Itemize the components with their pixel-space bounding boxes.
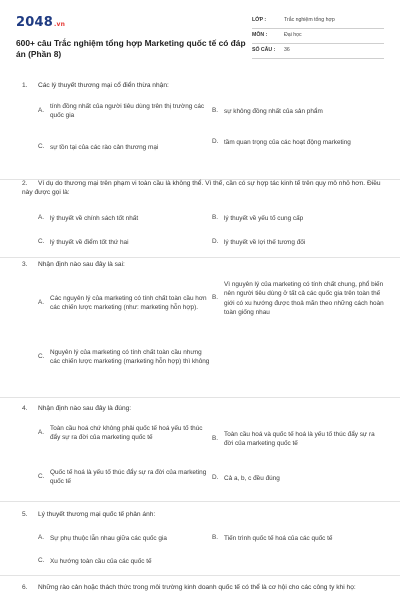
answer-option[interactable] [38,424,208,443]
question-stem [22,405,382,414]
option-letter: A. [38,214,45,222]
question-item [0,74,400,180]
question-number: 3. [22,261,28,268]
option-letter: B. [212,294,219,302]
option-text: lý thuyết về lợi thế tương đối [224,239,306,246]
page-header [0,0,400,62]
question-text: Các lý thuyết thương mại cổ điển thừa nhận: [38,82,169,89]
meta-value: 36 [284,47,290,54]
question-item [0,258,400,398]
answer-option[interactable] [38,143,208,152]
meta-value[interactable]: Trắc nghiệm tổng hợp [284,17,335,24]
question-text: Ví dụ do thương mại trên phạm vi toàn cầu là không thể. Vì thế, cần có sự hợp tác kinh tế trên quy mô nhỏ hơn. Điều này được gọi là: [22,180,381,196]
answer-option[interactable] [38,102,208,121]
question-item [0,502,400,576]
question-stem [22,584,382,593]
question-stem [22,511,382,520]
answer-option[interactable] [212,238,382,247]
answer-option[interactable] [212,214,382,223]
option-text: lý thuyết về chính sách tốt nhất [50,215,139,222]
meta-key: LỚP : [252,17,267,24]
question-text: Nhận định nào sau đây là sai: [38,261,125,268]
option-letter: C. [38,557,45,565]
question-stem [22,82,382,91]
option-text: lý thuyết về điểm tốt thứ hai [50,239,129,246]
question-number: 2. [22,180,28,187]
option-letter: D. [212,138,219,146]
option-letter: C. [38,352,45,360]
question-number: 1. [22,82,28,89]
answer-option[interactable] [38,557,208,566]
question-stem [22,180,382,198]
question-number: 4. [22,405,28,412]
option-letter: B. [212,107,219,115]
meta-value[interactable]: Đại học [284,32,302,39]
option-text: sự không đồng nhất của sản phẩm [224,108,323,115]
option-letter: A. [38,106,45,114]
meta-key: SỐ CÂU : [252,47,276,54]
option-text: Nguyên lý của marketing có tính chất toàn cầu nhưng các chiến lược marketing (marketing hỗn hợp) thì không [50,349,210,366]
option-text: sự tồn tại của các rào cản thương mại [50,144,159,151]
answer-option[interactable] [212,534,384,543]
option-text: Các nguyên lý của marketing có tính chất toàn cầu hơn các chiến lược marketing (như: marketing hỗn hợp). [50,295,207,312]
logo-suffix: .vn [53,21,66,28]
option-text: Cả a, b, c đều đúng [224,475,280,482]
option-letter: B. [212,434,219,442]
option-text: tầm quan trọng của các hoạt động marketing [224,139,351,146]
option-letter: C. [38,238,45,246]
option-text: Toàn cầu hoá chứ không phải quốc tế hoá yếu tố thúc đẩy sự ra đời của marketing quốc tế [50,425,203,442]
option-text: tính đồng nhất của người tiêu dùng trên thị trường các quốc gia [50,103,205,120]
question-item [0,398,400,502]
answer-option[interactable] [212,138,382,147]
answer-option[interactable] [212,280,384,317]
option-letter: A. [38,428,45,436]
answer-option[interactable] [212,107,382,116]
option-letter: D. [212,238,219,246]
answer-option[interactable] [38,238,208,247]
question-item [0,576,400,606]
meta-row-subject [252,29,384,44]
question-number: 6. [22,584,28,591]
option-text: lý thuyết về yếu tố cung cấp [224,215,304,222]
meta-table [252,14,384,59]
option-text: Sự phụ thuộc lẫn nhau giữa các quốc gia [50,535,167,542]
logo-text: 2048 [16,15,53,30]
option-letter: B. [212,534,219,542]
answer-option[interactable] [38,214,208,223]
page-title: 600+ câu Trắc nghiệm tổng hợp Marketing quốc tế có đáp án (Phần 8) [16,37,246,60]
question-item [0,180,400,258]
option-text: Vì nguyên lý của marketing có tính chất chung, phổ biến nên người tiêu dùng ở tất cả các quốc gia trên toàn thế giới có xu hướng được thoả mãn theo những cách hoàn toàn giống nhau [224,281,384,316]
answer-option[interactable] [38,534,208,543]
answer-option[interactable] [38,294,210,313]
meta-row-count [252,44,384,59]
meta-row-class [252,14,384,29]
question-number: 5. [22,511,28,518]
question-stem [22,261,382,270]
meta-key: MÔN : [252,32,268,39]
option-text: Tiến trình quốc tế hoá của các quốc tế [224,535,333,542]
option-text: Quốc tế hoá là yếu tố thúc đẩy sự ra đời của marketing quốc tế [50,469,207,486]
option-letter: C. [38,472,45,480]
option-letter: A. [38,298,45,306]
option-letter: D. [212,474,219,482]
option-text: Toàn cầu hoá và quốc tế hoá là yếu tố thúc đẩy sự ra đời của marketing quốc tế [224,431,375,448]
option-letter: A. [38,534,45,542]
answer-option[interactable] [38,348,210,367]
answer-option[interactable] [212,474,382,483]
question-text: Nhận định nào sau đây là đúng: [38,405,132,412]
answer-option[interactable] [38,468,208,487]
answer-option[interactable] [212,430,384,449]
option-text: Xu hướng toàn cầu của các quốc tế [50,558,152,565]
question-text: Những rào cản hoặc thách thức trong môi trường kinh doanh quốc tế có thể là cơ hội cho các công ty khi họ: [38,584,356,591]
option-letter: C. [38,143,45,151]
option-letter: B. [212,214,219,222]
question-text: Lý thuyết thương mại quốc tế phản ánh: [38,511,156,518]
